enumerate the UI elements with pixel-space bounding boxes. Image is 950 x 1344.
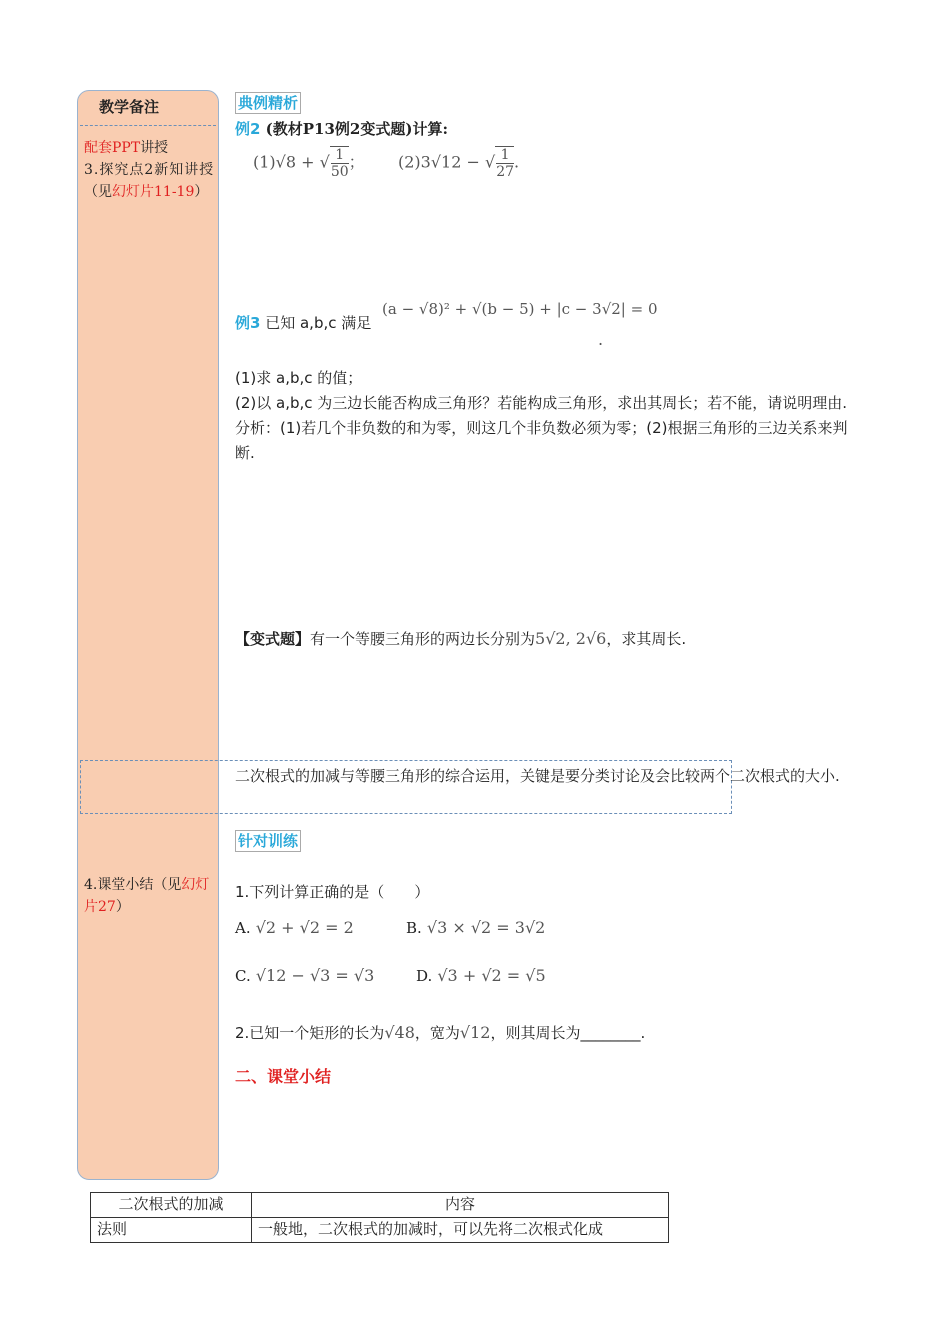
table-header-cell: 二次根式的加减 xyxy=(91,1193,252,1218)
exercise-1-stem: 1.下列计算正确的是（ ） xyxy=(235,883,430,901)
teaching-notes-sidebar xyxy=(77,90,219,1180)
example-3-equation: (a − √8)² + √(b − 5) + |c − 3√2| = 0 xyxy=(382,300,658,318)
table-row xyxy=(91,1193,669,1218)
summary-note: 二次根式的加减与等腰三角形的综合运用，关键是要分类讨论及会比较两个二次根式的大小. xyxy=(235,767,840,785)
heading-class-summary: 二、课堂小结 xyxy=(235,1067,332,1086)
example-2-part-2: (2)3√12 − √ $\frac{1}{27}$. xyxy=(398,147,520,180)
sidebar-title: 教学备注 xyxy=(99,98,160,116)
sidebar-note-2: 4.课堂小结（见幻灯片27） xyxy=(84,877,210,915)
sidebar-divider xyxy=(80,125,216,126)
exercise-1-option-c: C. √12 − √3 = √3 xyxy=(235,966,375,985)
summary-table xyxy=(90,1192,669,1243)
table-row xyxy=(91,1218,669,1243)
exercise-1-option-b: B. √3 × √2 = 3√2 xyxy=(406,918,546,937)
variant-question: 【变式题】有一个等腰三角形的两边长分别为5√2, 2√6，求其周长. xyxy=(235,629,687,648)
example-3-stem: 例3 已知 a,b,c 满足 xyxy=(235,314,372,332)
example-2-part-1: (1)√8 + √ $\frac{1}{50}$； xyxy=(253,147,365,180)
heading-targeted-practice: 针对训练 xyxy=(235,830,301,851)
example-3-questions: (1)求 a,b,c 的值； (2)以 a,b,c 为三边长能否构成三角形？若能构成三角形，求出其周长；若不能，请说明理由. 分析：(1)若几个非负数的和为零，则这几个非负数必须为零；(2)根据三角形的三边关系来判断. xyxy=(235,369,848,462)
example-2-title: 例2 (教材P13例2变式题)计算: xyxy=(235,120,448,138)
exercise-1-option-d: D. √3 + √2 = √5 xyxy=(416,966,546,985)
heading-typical-examples: 典例精析 xyxy=(235,92,301,113)
exercise-2: 2.已知一个矩形的长为√48，宽为√12，则其周长为________. xyxy=(235,1023,646,1042)
example-3-dot: . xyxy=(598,330,604,349)
sidebar-note-1: 配套PPT讲授 3.探究点2新知讲授 （见幻灯片11-19） xyxy=(84,140,215,200)
exercise-1-option-a: A. √2 + √2 = 2 xyxy=(235,918,354,937)
table-cell: 法则 xyxy=(91,1218,252,1243)
table-cell: 一般地，二次根式的加减时，可以先将二次根式化成 xyxy=(252,1218,669,1243)
table-header-cell: 内容 xyxy=(252,1193,669,1218)
